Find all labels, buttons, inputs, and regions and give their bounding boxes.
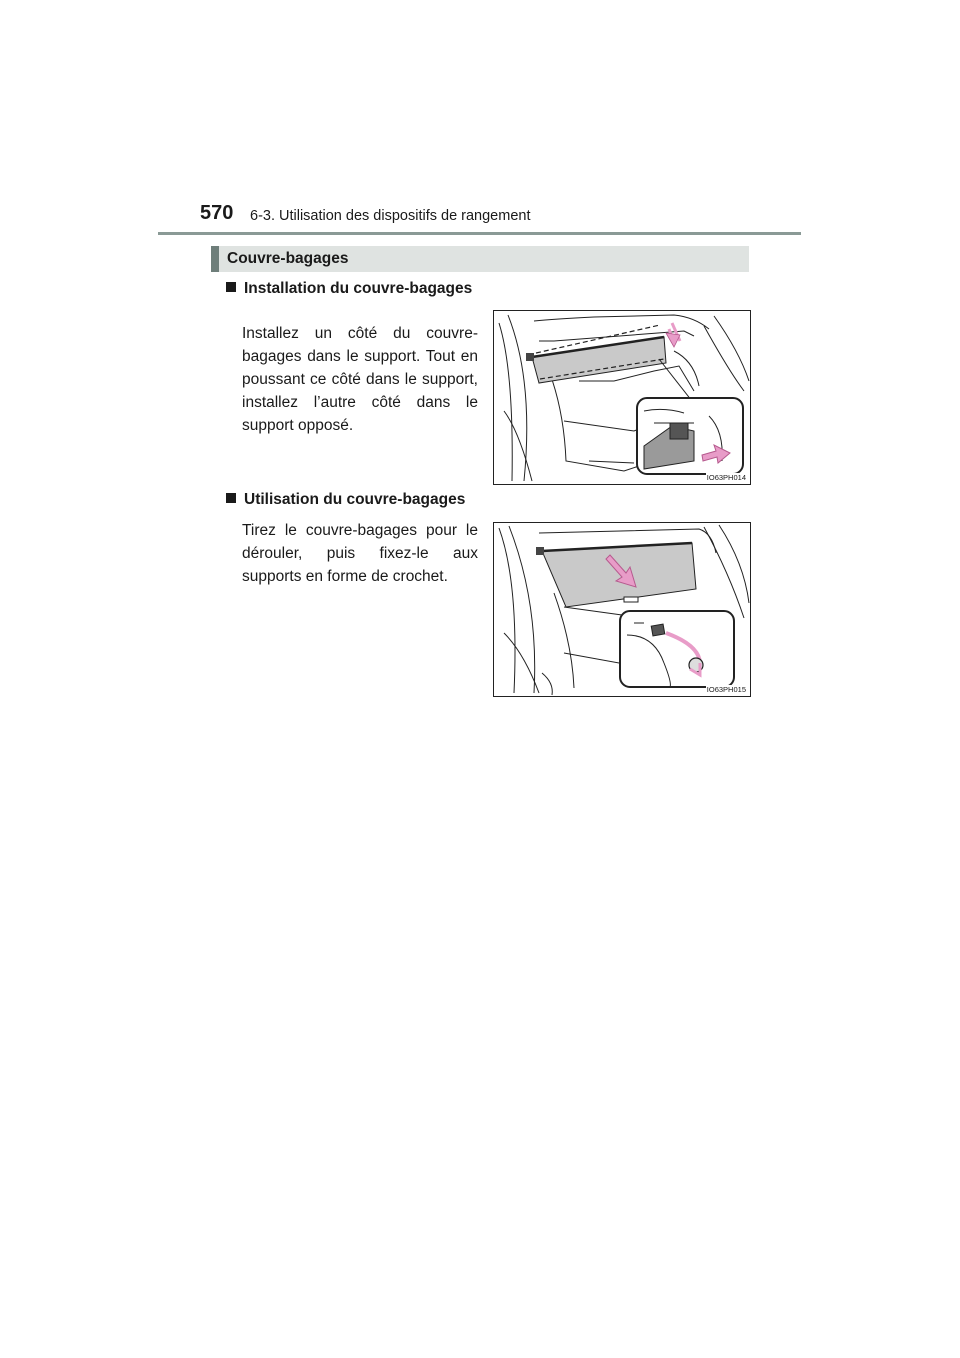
- header-rule: [158, 232, 801, 235]
- figure-code-2: IO63PH015: [706, 685, 746, 694]
- chapter-title: 6-3. Utilisation des dispositifs de rangement: [250, 208, 531, 224]
- subheading-installation: [226, 280, 472, 298]
- page-number: 570: [200, 202, 234, 224]
- subheading-usage: [226, 491, 465, 509]
- usage-instructions: Tirez le couvre-bagages pour le dérouler, puis fixez-le aux supports en forme de crochet.: [242, 522, 478, 585]
- cargo-cover-installation-illustration: [494, 311, 751, 485]
- cargo-cover-usage-illustration: [494, 523, 751, 697]
- subheading-usage-text: Utilisation du couvre-bagages: [244, 491, 466, 508]
- section-heading: [211, 246, 749, 272]
- figure-code-1: IO63PH014: [706, 473, 746, 482]
- figure-installation: [493, 310, 751, 485]
- bullet-square-icon: [226, 493, 236, 503]
- subheading-installation-text: Installation du couvre-bagages: [244, 280, 473, 297]
- section-title: Couvre-bagages: [227, 250, 349, 267]
- bullet-square-icon: [226, 282, 236, 292]
- figure-usage: [493, 522, 751, 697]
- installation-instructions: Installez un côté du couvre-bagages dans le support. Tout en poussant ce côté dans le support, installez l’autre côté dans le support opposé.: [242, 325, 478, 434]
